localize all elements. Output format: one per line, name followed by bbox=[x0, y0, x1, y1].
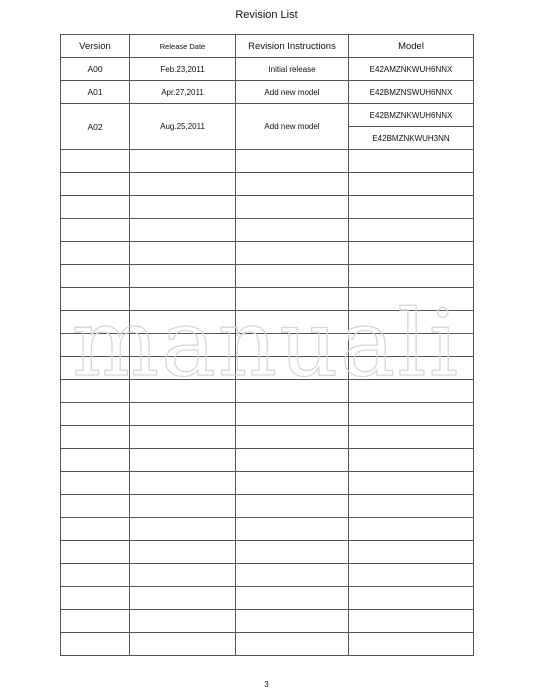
empty-cell bbox=[349, 495, 474, 518]
version-cell: A02 bbox=[61, 104, 130, 150]
empty-cell bbox=[236, 541, 349, 564]
empty-cell bbox=[349, 403, 474, 426]
empty-cell bbox=[130, 242, 236, 265]
empty-cell bbox=[349, 380, 474, 403]
empty-cell bbox=[61, 587, 130, 610]
empty-cell bbox=[61, 334, 130, 357]
table-row bbox=[61, 58, 474, 81]
empty-cell bbox=[130, 472, 236, 495]
empty-cell bbox=[349, 219, 474, 242]
empty-cell bbox=[236, 288, 349, 311]
page-title: Revision List bbox=[235, 9, 298, 21]
empty-row bbox=[61, 403, 474, 426]
empty-cell bbox=[236, 265, 349, 288]
empty-cell bbox=[130, 449, 236, 472]
empty-cell bbox=[236, 196, 349, 219]
empty-row bbox=[61, 311, 474, 334]
empty-cell bbox=[61, 633, 130, 656]
empty-row bbox=[61, 242, 474, 265]
empty-cell bbox=[130, 311, 236, 334]
model-cell: E42BMZNKWUH3NN bbox=[349, 127, 474, 150]
empty-cell bbox=[349, 449, 474, 472]
column-header-version: Version bbox=[61, 35, 130, 58]
empty-cell bbox=[349, 633, 474, 656]
column-header-release-date: Release Date bbox=[130, 35, 236, 58]
empty-cell bbox=[130, 219, 236, 242]
empty-cell bbox=[130, 196, 236, 219]
empty-row bbox=[61, 449, 474, 472]
empty-cell bbox=[61, 426, 130, 449]
release-date-cell: Aug.25,2011 bbox=[130, 104, 236, 150]
version-cell: A01 bbox=[61, 81, 130, 104]
empty-cell bbox=[130, 334, 236, 357]
empty-cell bbox=[349, 311, 474, 334]
empty-row bbox=[61, 150, 474, 173]
empty-cell bbox=[61, 265, 130, 288]
empty-cell bbox=[236, 564, 349, 587]
empty-cell bbox=[236, 403, 349, 426]
instructions-cell: Initial release bbox=[236, 58, 349, 81]
table-row bbox=[61, 81, 474, 104]
empty-cell bbox=[130, 633, 236, 656]
empty-cell bbox=[236, 334, 349, 357]
empty-cell bbox=[130, 495, 236, 518]
empty-cell bbox=[349, 518, 474, 541]
empty-cell bbox=[236, 587, 349, 610]
release-date-cell: Feb.23,2011 bbox=[130, 58, 236, 81]
empty-cell bbox=[130, 150, 236, 173]
empty-cell bbox=[236, 150, 349, 173]
empty-cell bbox=[349, 242, 474, 265]
empty-cell bbox=[61, 564, 130, 587]
empty-cell bbox=[130, 610, 236, 633]
empty-cell bbox=[61, 380, 130, 403]
empty-cell bbox=[349, 334, 474, 357]
empty-cell bbox=[130, 357, 236, 380]
empty-cell bbox=[349, 150, 474, 173]
empty-row bbox=[61, 518, 474, 541]
instructions-cell: Add new model bbox=[236, 104, 349, 150]
empty-cell bbox=[130, 518, 236, 541]
empty-cell bbox=[236, 311, 349, 334]
empty-cell bbox=[236, 472, 349, 495]
empty-cell bbox=[61, 403, 130, 426]
empty-cell bbox=[349, 173, 474, 196]
model-cell: E42AMZNKWUH6NNX bbox=[349, 58, 474, 81]
empty-cell bbox=[236, 242, 349, 265]
empty-cell bbox=[236, 495, 349, 518]
empty-cell bbox=[236, 518, 349, 541]
instructions-cell: Add new model bbox=[236, 81, 349, 104]
page-number: 3 bbox=[264, 680, 269, 689]
column-header-revision-instructions: Revision Instructions bbox=[236, 35, 349, 58]
empty-cell bbox=[236, 357, 349, 380]
empty-cell bbox=[61, 357, 130, 380]
empty-cell bbox=[236, 219, 349, 242]
model-cell: E42BMZNKWUH6NNX bbox=[349, 104, 474, 127]
empty-row bbox=[61, 587, 474, 610]
empty-cell bbox=[61, 173, 130, 196]
empty-cell bbox=[130, 587, 236, 610]
empty-row bbox=[61, 610, 474, 633]
empty-cell bbox=[349, 288, 474, 311]
empty-row bbox=[61, 265, 474, 288]
empty-row bbox=[61, 219, 474, 242]
empty-cell bbox=[236, 449, 349, 472]
empty-cell bbox=[349, 196, 474, 219]
empty-row bbox=[61, 173, 474, 196]
empty-cell bbox=[61, 610, 130, 633]
empty-cell bbox=[349, 564, 474, 587]
empty-cell bbox=[349, 426, 474, 449]
empty-row bbox=[61, 288, 474, 311]
empty-cell bbox=[349, 541, 474, 564]
column-header-model: Model bbox=[349, 35, 474, 58]
empty-cell bbox=[349, 357, 474, 380]
empty-cell bbox=[130, 265, 236, 288]
empty-cell bbox=[61, 495, 130, 518]
empty-cell bbox=[236, 173, 349, 196]
empty-cell bbox=[130, 403, 236, 426]
empty-row bbox=[61, 564, 474, 587]
empty-cell bbox=[349, 610, 474, 633]
empty-cell bbox=[349, 265, 474, 288]
empty-row bbox=[61, 380, 474, 403]
empty-cell bbox=[236, 610, 349, 633]
empty-cell bbox=[61, 541, 130, 564]
empty-cell bbox=[61, 219, 130, 242]
empty-cell bbox=[130, 426, 236, 449]
empty-row bbox=[61, 495, 474, 518]
empty-row bbox=[61, 334, 474, 357]
empty-row bbox=[61, 196, 474, 219]
table-row bbox=[61, 104, 474, 127]
empty-cell bbox=[130, 380, 236, 403]
release-date-cell: Apr.27,2011 bbox=[130, 81, 236, 104]
empty-cell bbox=[61, 196, 130, 219]
empty-cell bbox=[61, 518, 130, 541]
empty-row bbox=[61, 633, 474, 656]
empty-cell bbox=[61, 311, 130, 334]
empty-cell bbox=[130, 288, 236, 311]
empty-row bbox=[61, 357, 474, 380]
empty-cell bbox=[349, 587, 474, 610]
empty-cell bbox=[61, 472, 130, 495]
empty-cell bbox=[130, 564, 236, 587]
empty-cell bbox=[349, 472, 474, 495]
revision-table bbox=[60, 34, 474, 656]
empty-row bbox=[61, 426, 474, 449]
empty-cell bbox=[61, 242, 130, 265]
header-row bbox=[61, 35, 474, 58]
empty-cell bbox=[61, 288, 130, 311]
empty-row bbox=[61, 472, 474, 495]
empty-cell bbox=[236, 633, 349, 656]
watermark-text: manuali bbox=[71, 295, 461, 390]
empty-cell bbox=[130, 173, 236, 196]
empty-cell bbox=[236, 426, 349, 449]
empty-cell bbox=[130, 541, 236, 564]
model-cell: E42BMZNSWUH6NNX bbox=[349, 81, 474, 104]
empty-row bbox=[61, 541, 474, 564]
empty-cell bbox=[61, 150, 130, 173]
empty-cell bbox=[61, 449, 130, 472]
empty-cell bbox=[236, 380, 349, 403]
version-cell: A00 bbox=[61, 58, 130, 81]
